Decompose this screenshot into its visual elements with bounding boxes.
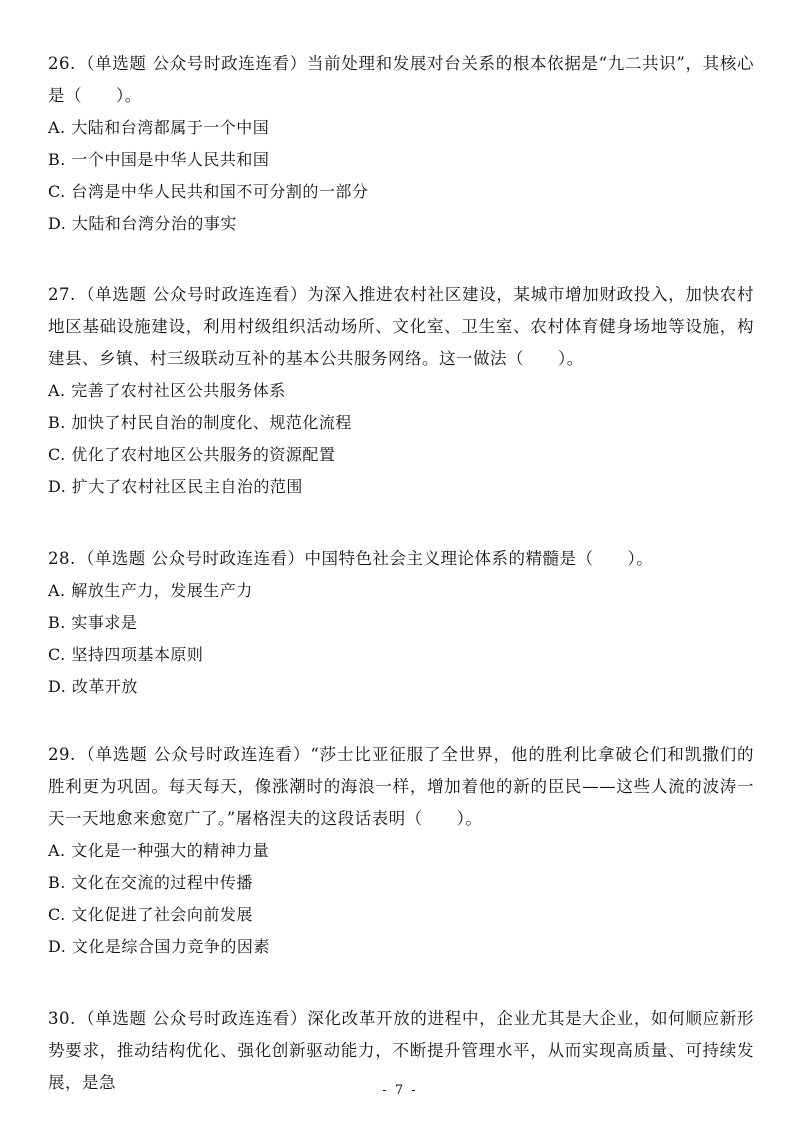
question-number: 30. (48, 1009, 76, 1028)
option-b: B. 加快了村民自治的制度化、规范化流程 (48, 413, 352, 432)
question-number: 29. (48, 745, 76, 764)
question-text: （单选题 公众号时政连连看）为深入推进农村社区建设，某城市增加财政投入，加快农村地区基础设施建设，利用村级组织活动场所、文化室、卫生室、农村体育健身场地等设施，构建县、乡镇、村三级联动互补的基本公共服务网络。这一做法（ ）。 (48, 285, 754, 368)
question-number: 28. (48, 549, 76, 568)
option-d: D. 改革开放 (48, 677, 138, 696)
option-c: C. 台湾是中华人民共和国不可分割的一部分 (48, 182, 369, 201)
question-27 (48, 279, 754, 503)
question-29 (48, 739, 754, 963)
option-c: C. 文化促进了社会向前发展 (48, 905, 253, 924)
option-b: B. 文化在交流的过程中传播 (48, 873, 253, 892)
question-stem (48, 279, 754, 375)
question-text: （单选题 公众号时政连连看）当前处理和发展对台关系的根本依据是“九二共识”，其核心是（ ）。 (48, 54, 754, 105)
question-number: 27. (48, 285, 76, 304)
option-a: A. 完善了农村社区公共服务体系 (48, 381, 286, 400)
option-d: D. 扩大了农村社区民主自治的范围 (48, 477, 303, 496)
option-b: B. 一个中国是中华人民共和国 (48, 150, 270, 169)
question-text: （单选题 公众号时政连连看）“莎士比亚征服了全世界，他的胜利比拿破仑们和凯撒们的胜利更为巩固。每天每天，像涨潮时的海浪一样，增加着他的新的臣民——这些人流的波涛一天一天地愈来愈宽广了。”屠格涅夫的这段话表明（ ）。 (48, 745, 754, 828)
question-28 (48, 543, 754, 703)
question-stem (48, 543, 754, 575)
option-a: A. 大陆和台湾都属于一个中国 (48, 118, 270, 137)
question-text: （单选题 公众号时政连连看）中国特色社会主义理论体系的精髓是（ ）。 (77, 549, 654, 568)
page-number: - 7 - (382, 1083, 418, 1098)
question-stem (48, 739, 754, 835)
option-a: A. 文化是一种强大的精神力量 (48, 841, 270, 860)
question-26 (48, 48, 754, 240)
option-d: D. 大陆和台湾分治的事实 (48, 214, 237, 233)
question-stem (48, 48, 754, 112)
option-c: C. 坚持四项基本原则 (48, 645, 204, 664)
option-c: C. 优化了农村地区公共服务的资源配置 (48, 445, 336, 464)
option-b: B. 实事求是 (48, 613, 138, 632)
question-number: 26. (48, 54, 76, 73)
option-a: A. 解放生产力，发展生产力 (48, 581, 253, 600)
option-d: D. 文化是综合国力竞争的因素 (48, 937, 270, 956)
question-text: （单选题 公众号时政连连看）深化改革开放的进程中，企业尤其是大企业，如何顺应新形势要求，推动结构优化、强化创新驱动能力，不断提升管理水平，从而实现高质量、可持续发展，是急 (48, 1009, 754, 1092)
